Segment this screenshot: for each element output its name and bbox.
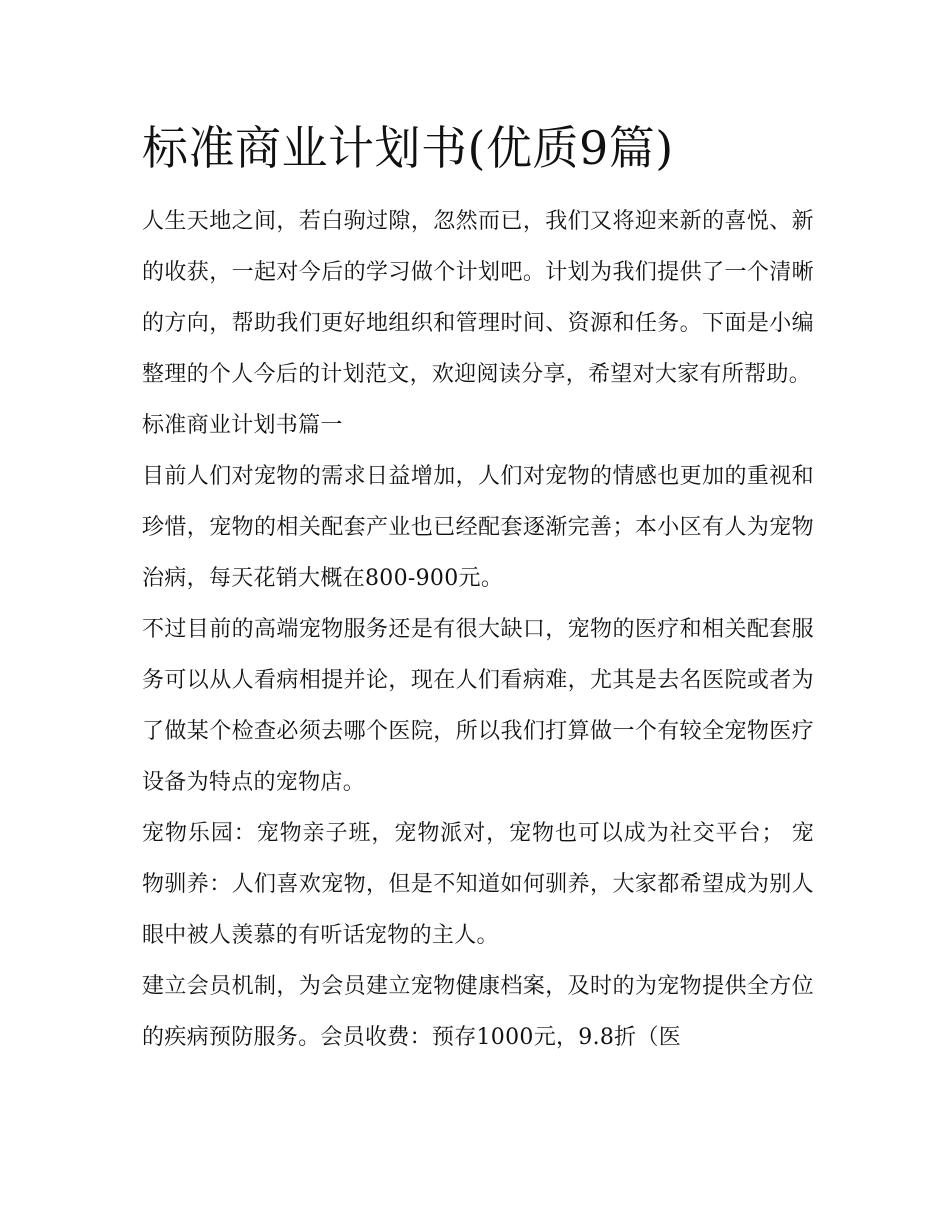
body-paragraph-3: 宠物乐园：宠物亲子班，宠物派对，宠物也可以成为社交平台； 宠物驯养：人们喜欢宠物，但是不知道如何驯养，大家都希望成为别人眼中被人羡慕的有听话宠物的主人。 bbox=[142, 821, 814, 948]
intro-paragraph: 人生天地之间，若白驹过隙，忽然而已，我们又将迎来新的喜悦、新的收获，一起对今后的学习做个计划吧。计划为我们提供了一个清晰的方向，帮助我们更好地组织和管理时间、资源和任务。下面是小编整理的个人今后的计划范文，欢迎阅读分享，希望对大家有所帮助。 bbox=[142, 209, 814, 387]
body-paragraph-1: 目前人们对宠物的需求日益增加，人们对宠物的情感也更加的重视和珍惜，宠物的相关配套产业也已经配套逐渐完善；本小区有人为宠物治病，每天花销大概在800-900元。 bbox=[142, 464, 814, 591]
section-heading: 标准商业计划书篇一 bbox=[142, 413, 343, 438]
document-title: 标准商业计划书(优质9篇) bbox=[142, 121, 674, 175]
document-page bbox=[142, 112, 814, 1063]
body-paragraph-4: 建立会员机制，为会员建立宠物健康档案，及时的为宠物提供全方位的疾病预防服务。会员收费：预存1000元，9.8折（医 bbox=[142, 974, 814, 1050]
body-paragraph-2: 不过目前的高端宠物服务还是有很大缺口，宠物的医疗和相关配套服务可以从人看病相提并论，现在人们看病难，尤其是去名医院或者为了做某个检查必须去哪个医院，所以我们打算做一个有较全宠物医疗设备为特点的宠物店。 bbox=[142, 617, 814, 795]
